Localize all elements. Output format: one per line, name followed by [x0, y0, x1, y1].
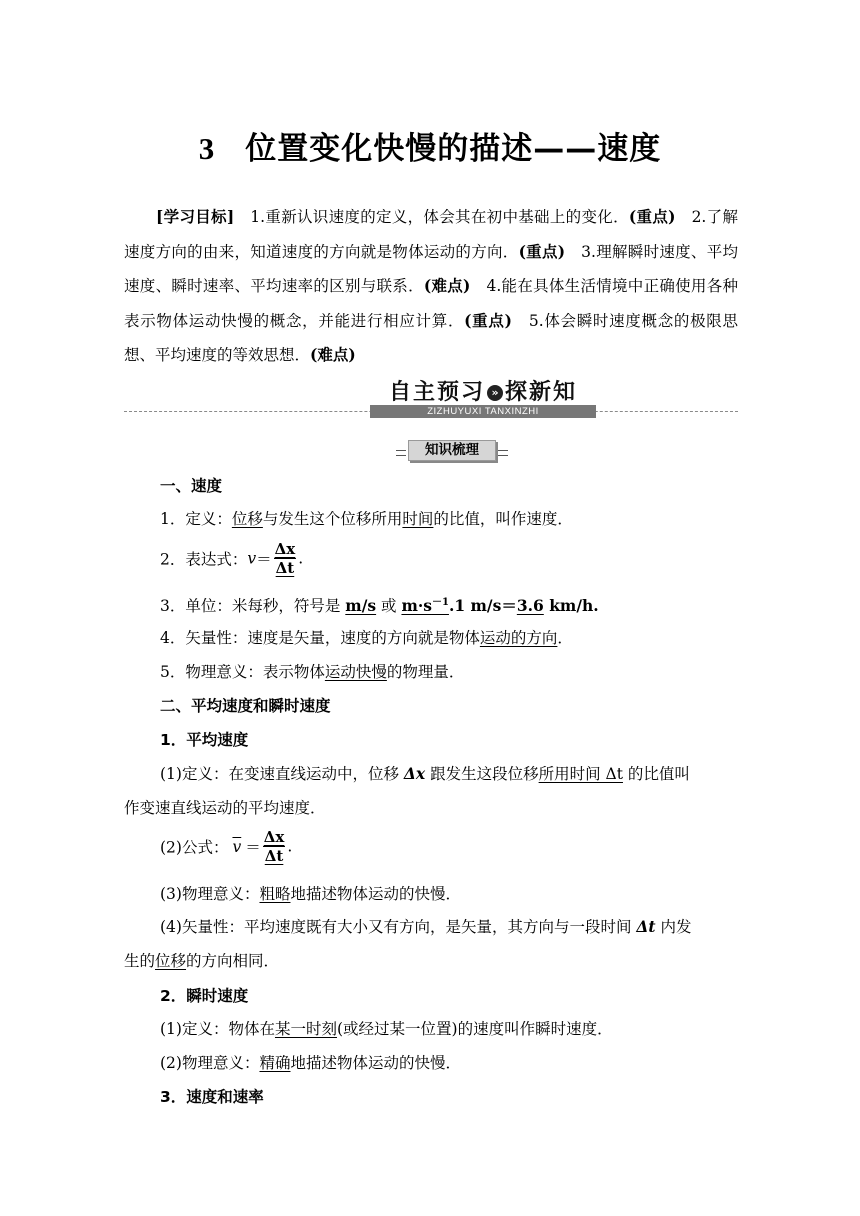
banner-title: 自主预习 » 探新知 [388, 380, 578, 405]
subhead-left-rule [396, 450, 406, 456]
title-text: 位置变化快慢的描述——速度 [245, 131, 662, 167]
double-chevron-icon: » [487, 385, 503, 401]
avg-formula: (2)公式： $\overline{v}$ ＝ $\frac{\Delta x}{\Delta t}$ . [160, 828, 293, 865]
avg-meaning: (3)物理意义：粗略地描述物体运动的快慢． [160, 885, 461, 903]
instant-definition: (1)定义：物体在某一时刻(或经过某一位置)的速度叫作瞬时速度． [160, 1020, 613, 1038]
speed-meaning: 5．物理意义：表示物体运动快慢的物理量． [160, 663, 465, 681]
speed-definition: 1．定义：位移与发生这个位移所用时间的比值，叫作速度． [160, 510, 573, 528]
fraction-dx-dt-avg: $\frac{\Delta x}{\Delta t}$ [263, 828, 285, 865]
objective-3: 3.理解瞬时速度、平均速度、瞬时速率、平均速率的区别与联系． [124, 242, 738, 295]
section-number: 3 [198, 131, 216, 166]
objective-5: 5.体会瞬时速度概念的极限思想、平均速度的等效思想． [124, 311, 738, 364]
subheading-speed-rate: 3．速度和速率 [160, 1088, 264, 1106]
heading-avg-instant: 二、平均速度和瞬时速度 [160, 697, 331, 715]
objective-2: 2.了解速度方向的由来，知道速度的方向就是物体运动的方向． [124, 208, 738, 261]
subhead-label: 知识梳理 [408, 440, 496, 461]
speed-vector: 4．矢量性：速度是矢量，速度的方向就是物体运动的方向． [160, 629, 573, 647]
heading-speed: 一、速度 [160, 477, 223, 495]
objective-3-tag: (难点) [423, 276, 471, 295]
subheading-instant-speed: 2．瞬时速度 [160, 987, 249, 1005]
subheading-avg-speed: 1．平均速度 [160, 731, 249, 749]
instant-meaning: (2)物理意义：精确地描述物体运动的快慢． [160, 1054, 461, 1072]
page-title [0, 123, 860, 168]
objective-5-tag: (难点) [310, 345, 356, 364]
speed-unit: 3．单位：米每秒，符号是 m/s 或 $m\cdot s^{-1}.1$ m/s＝3.6 km/h. [160, 596, 599, 616]
banner-pinyin: ZIZHUYUXI TANXINZHI [370, 405, 596, 418]
speed-formula: 2．表达式：v＝ $\frac{\Delta x}{\Delta t}$ . [160, 540, 304, 577]
objective-4: 4.能在具体生活情境中正确使用各种表示物体运动快慢的概念，并能进行相应计算． [124, 277, 738, 330]
section-banner [370, 375, 596, 421]
avg-vector-line1: (4)矢量性：平均速度既有大小又有方向，是矢量，其方向与一段时间 Δt 内发 [160, 917, 692, 936]
objective-1-tag: (重点) [628, 207, 676, 226]
knowledge-subheading [396, 440, 508, 462]
avg-definition-line1: (1)定义：在变速直线运动中，位移 Δx 跟发生这段位移所用时间 Δt 的比值叫 [160, 764, 690, 783]
objective-2-tag: (重点) [518, 241, 566, 261]
avg-definition-line2: 作变速直线运动的平均速度． [124, 799, 326, 817]
avg-vector-line2: 生的位移的方向相同． [124, 952, 280, 970]
objective-4-tag: (重点) [464, 310, 512, 330]
objective-1: 1.重新认识速度的定义，体会其在初中基础上的变化． [250, 208, 629, 226]
subhead-right-rule [498, 450, 508, 456]
objectives-label: [学习目标] [156, 207, 235, 226]
learning-objectives [124, 200, 738, 373]
fraction-dx-dt: $\frac{\Delta x}{\Delta t}$ [274, 540, 296, 577]
